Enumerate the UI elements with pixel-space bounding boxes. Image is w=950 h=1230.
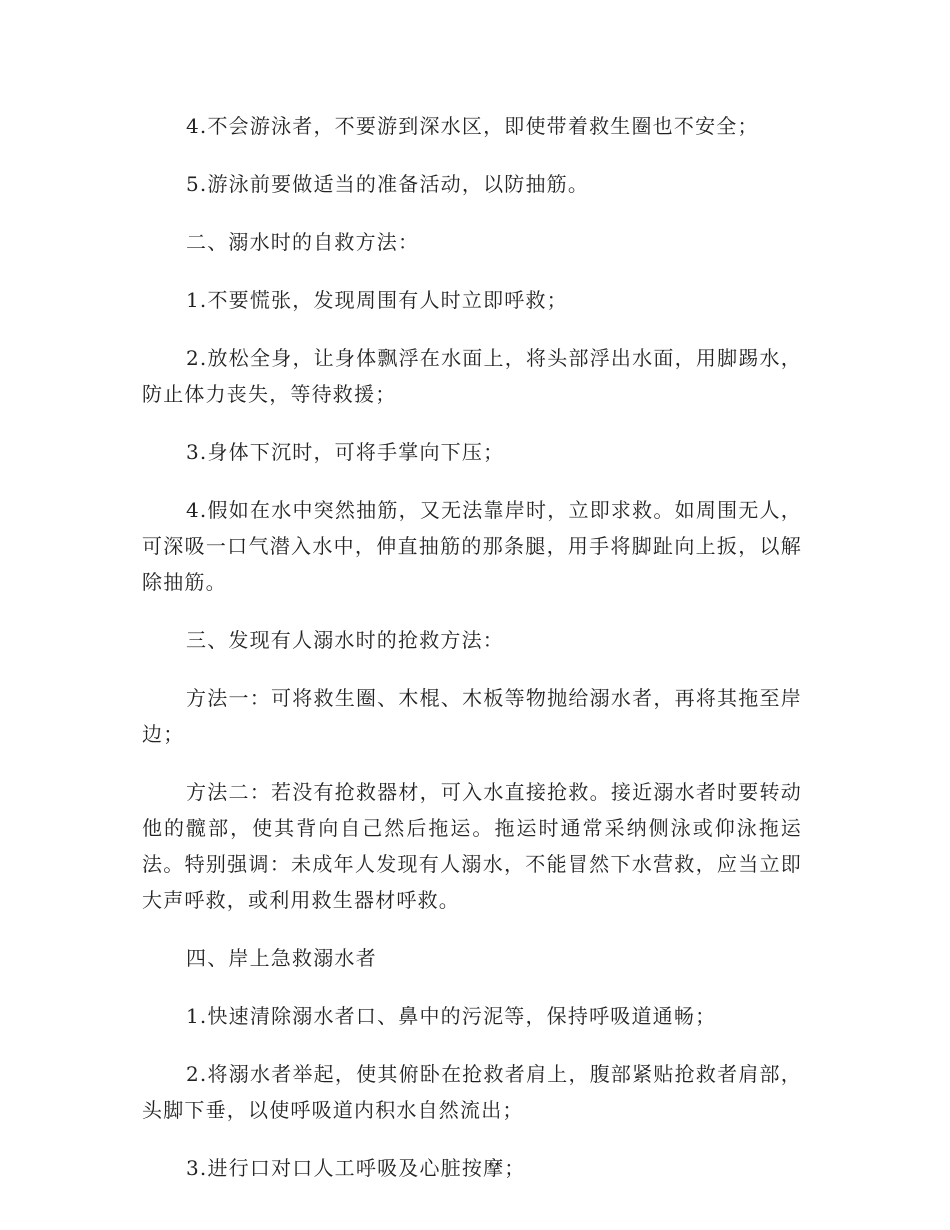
paragraph-rescue-method-2: 方法二：若没有抢救器材，可入水直接抢救。接近溺水者时要转动他的髋部，使其背向自己然后拖运。拖运时通常采纳侧泳或仰泳拖运法。特别强调：未成年人发现有人溺水，不能冒然下水营救，应当立即大声呼救，或利用救生器材呼救。	[142, 780, 802, 912]
paragraph-first-aid-3: 3.进行口对口人工呼吸及心脏按摩；	[186, 1156, 526, 1180]
paragraph-item-4-no-deep-water: 4.不会游泳者，不要游到深水区，即使带着救生圈也不安全；	[186, 114, 759, 138]
document-page	[142, 108, 802, 1208]
paragraph-self-rescue-4: 4.假如在水中突然抽筋，又无法靠岸时，立即求救。如周围无人，可深吸一口气潜入水中，伸直抽筋的那条腿，用手将脚趾向上扳，以解除抽筋。	[142, 498, 802, 594]
section-heading-self-rescue: 二、溺水时的自救方法：	[186, 230, 420, 254]
paragraph-self-rescue-2: 2.放松全身，让身体飘浮在水面上，将头部浮出水面，用脚踢水，防止体力丧失，等待救援；	[142, 346, 802, 406]
paragraph-first-aid-1: 1.快速清除溺水者口、鼻中的污泥等，保持呼吸道通畅；	[186, 1004, 717, 1028]
paragraph-item-5-warm-up: 5.游泳前要做适当的准备活动，以防抽筋。	[186, 172, 590, 196]
paragraph-first-aid-2: 2.将溺水者举起，使其俯卧在抢救者肩上，腹部紧贴抢救者肩部，头脚下垂，以使呼吸道内积水自然流出；	[142, 1062, 802, 1122]
paragraph-self-rescue-3: 3.身体下沉时，可将手掌向下压；	[186, 440, 505, 464]
paragraph-self-rescue-1: 1.不要慌张，发现周围有人时立即呼救；	[186, 288, 568, 312]
section-heading-shore-first-aid: 四、岸上急救溺水者	[186, 946, 377, 970]
paragraph-rescue-method-1: 方法一：可将救生圈、木棍、木板等物抛给溺水者，再将其拖至岸边；	[142, 686, 802, 746]
section-heading-rescue-methods: 三、发现有人溺水时的抢救方法：	[186, 628, 504, 652]
